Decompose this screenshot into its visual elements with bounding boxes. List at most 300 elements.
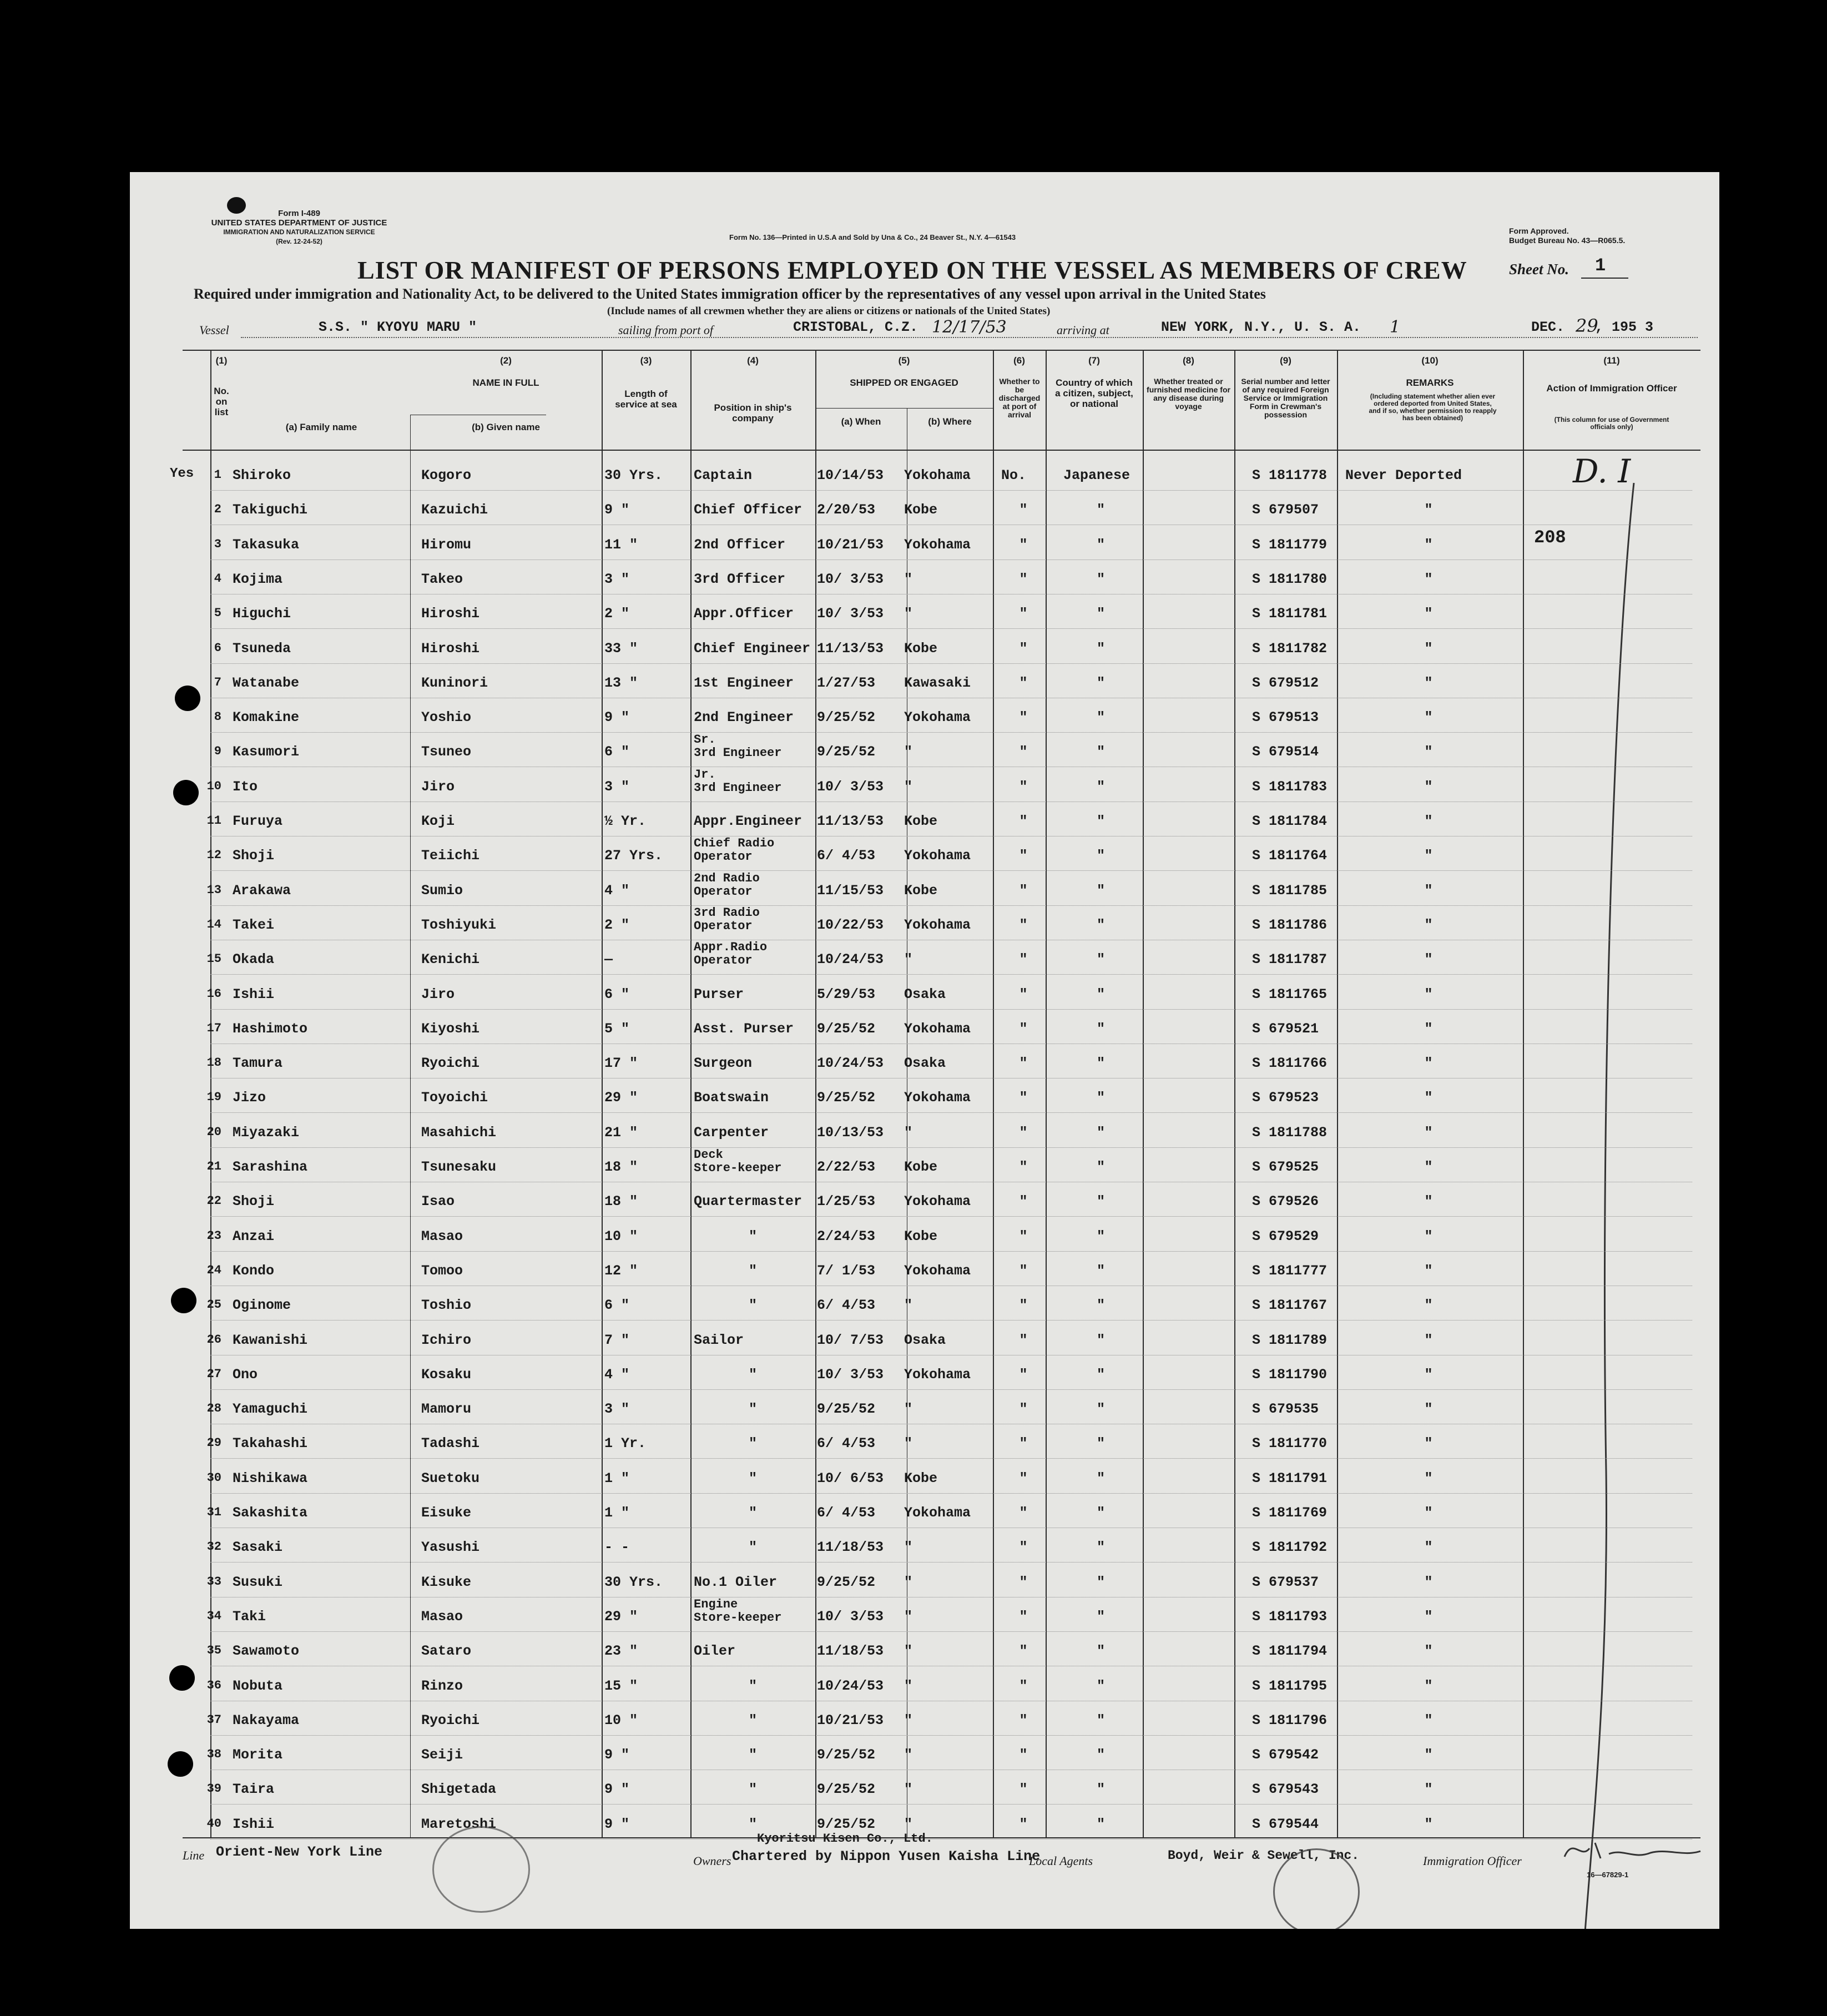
service-length: - - bbox=[604, 1539, 630, 1556]
given-name: Shigetada bbox=[421, 1781, 497, 1798]
colhead-no: No. on list bbox=[214, 386, 229, 417]
shipped-when: 2/24/53 bbox=[817, 1228, 876, 1244]
shipped-when: 9/25/52 bbox=[817, 1020, 876, 1037]
remarks: " bbox=[1424, 709, 1433, 726]
crew-row bbox=[130, 1357, 1719, 1392]
position-line-2: 3rd Engineer bbox=[694, 780, 782, 795]
row-rule bbox=[210, 1528, 1692, 1529]
shipped-when: 11/15/53 bbox=[817, 882, 884, 899]
row-number: 19 bbox=[206, 1090, 221, 1105]
row-number: 20 bbox=[206, 1125, 221, 1139]
remarks: " bbox=[1424, 1677, 1433, 1694]
row-number: 13 bbox=[206, 883, 221, 897]
given-name: Yoshio bbox=[421, 709, 472, 726]
remarks: " bbox=[1424, 882, 1433, 899]
shipped-where: " bbox=[904, 1574, 913, 1590]
remarks: " bbox=[1424, 1470, 1433, 1486]
shipped-when: 10/ 3/53 bbox=[817, 778, 884, 795]
row-rule bbox=[210, 836, 1692, 837]
country: " bbox=[1096, 1816, 1105, 1832]
row-rule bbox=[210, 1458, 1692, 1459]
country: " bbox=[1096, 606, 1105, 622]
shipped-where: " bbox=[904, 1539, 913, 1556]
position-line-2: Operator bbox=[694, 954, 753, 968]
shipped-where: Yokohama bbox=[904, 536, 971, 553]
position-line-2: 3rd Engineer bbox=[694, 746, 782, 760]
family-name: Higuchi bbox=[233, 606, 291, 622]
family-name: Shoji bbox=[233, 1193, 275, 1210]
given-name: Jiro bbox=[421, 986, 455, 1002]
position: " bbox=[748, 1262, 757, 1279]
serial-number: S 1811780 bbox=[1252, 571, 1328, 587]
shipped-when: 9/25/52 bbox=[817, 1574, 876, 1590]
shipped-where: Kobe bbox=[904, 1228, 938, 1244]
serial-number: S 1811784 bbox=[1252, 813, 1328, 829]
row-rule bbox=[210, 594, 1692, 595]
punch-hole bbox=[171, 1288, 196, 1313]
shipped-when: 10/ 3/53 bbox=[817, 1608, 884, 1625]
row-number: 11 bbox=[206, 814, 221, 828]
serial-number: S 679535 bbox=[1252, 1401, 1319, 1418]
remarks: " bbox=[1424, 640, 1433, 657]
arriving-label: arriving at bbox=[1057, 323, 1109, 337]
discharge: " bbox=[1019, 1332, 1028, 1348]
crew-row bbox=[130, 492, 1719, 527]
row-number: 38 bbox=[206, 1747, 221, 1762]
service-length: 17 " bbox=[604, 1055, 638, 1072]
position: " bbox=[748, 1747, 757, 1763]
remarks: " bbox=[1424, 1090, 1433, 1106]
discharge: " bbox=[1019, 1159, 1028, 1175]
row-rule bbox=[210, 1424, 1692, 1425]
serial-number: S 679521 bbox=[1252, 1020, 1319, 1037]
colhead-family: (a) Family name bbox=[285, 422, 357, 432]
vessel-name: S.S. " KYOYU MARU " bbox=[319, 319, 477, 335]
colnum-11: (11) bbox=[1603, 355, 1620, 366]
shipped-subhead-rule bbox=[815, 408, 993, 409]
shipped-where: " bbox=[904, 1643, 913, 1660]
country: " bbox=[1096, 1228, 1105, 1244]
owner-2: Chartered by Nippon Yusen Kaisha Line bbox=[732, 1848, 1041, 1864]
arrival-year-prefix: , 195 bbox=[1595, 319, 1637, 335]
remarks: " bbox=[1424, 1228, 1433, 1244]
service-length: 33 " bbox=[604, 640, 638, 657]
row-rule bbox=[210, 1562, 1692, 1563]
given-name: Ichiro bbox=[421, 1332, 472, 1348]
shipped-where: Yokohama bbox=[904, 848, 971, 864]
colhead-where: (b) Where bbox=[928, 416, 972, 427]
position-line-1: Engine bbox=[694, 1597, 738, 1611]
serial-number: S 679529 bbox=[1252, 1228, 1319, 1244]
service-length: 9 " bbox=[604, 1781, 630, 1798]
row-rule bbox=[210, 1112, 1692, 1113]
footer-code: 16—67829-1 bbox=[1587, 1871, 1629, 1879]
remarks: " bbox=[1424, 778, 1433, 795]
row-rule bbox=[210, 1216, 1692, 1217]
shipped-when: 6/ 4/53 bbox=[817, 1505, 876, 1521]
discharge: " bbox=[1019, 571, 1028, 587]
shipped-where: " bbox=[904, 1816, 913, 1832]
sheet-underline bbox=[1581, 278, 1628, 279]
ink-blot bbox=[227, 197, 246, 214]
given-name: Ryoichi bbox=[421, 1712, 480, 1728]
remarks: " bbox=[1424, 606, 1433, 622]
colhead-position: Position in ship's company bbox=[714, 402, 792, 424]
position: Captain bbox=[694, 467, 753, 483]
row-rule bbox=[210, 525, 1692, 526]
discharge: " bbox=[1019, 1193, 1028, 1210]
country: " bbox=[1096, 1124, 1105, 1141]
remarks: " bbox=[1424, 1816, 1433, 1832]
crew-row bbox=[130, 562, 1719, 596]
remarks: " bbox=[1424, 1124, 1433, 1141]
row-number: 36 bbox=[206, 1678, 221, 1692]
manifest-sheet bbox=[130, 172, 1719, 1929]
country: " bbox=[1096, 709, 1105, 726]
position-line-1: Deck bbox=[694, 1148, 723, 1162]
manifest-title: LIST OR MANIFEST OF PERSONS EMPLOYED ON THE VESSEL AS MEMBERS OF CREW bbox=[357, 256, 1467, 284]
country: " bbox=[1096, 882, 1105, 899]
country: " bbox=[1096, 674, 1105, 691]
row-rule bbox=[210, 628, 1692, 629]
crew-row bbox=[130, 1219, 1719, 1253]
row-number: 10 bbox=[206, 779, 221, 793]
crew-row bbox=[130, 1253, 1719, 1288]
serial-number: S 679537 bbox=[1252, 1574, 1319, 1590]
service-length: 6 " bbox=[604, 986, 630, 1002]
shipped-where: " bbox=[904, 1712, 913, 1728]
given-name: Kazuichi bbox=[421, 502, 488, 518]
department: UNITED STATES DEPARTMENT OF JUSTICE bbox=[211, 218, 387, 228]
shipped-when: 5/29/53 bbox=[817, 986, 876, 1002]
row-number: 15 bbox=[206, 952, 221, 966]
position-line-2: Operator bbox=[694, 919, 753, 933]
shipped-where: Yokohama bbox=[904, 1020, 971, 1037]
family-name: Oginome bbox=[233, 1297, 291, 1314]
given-name: Kogoro bbox=[421, 467, 472, 483]
crew-row bbox=[130, 1495, 1719, 1530]
colhead-remarks: REMARKS bbox=[1406, 377, 1454, 388]
crew-row bbox=[130, 700, 1719, 734]
family-name: Taira bbox=[233, 1781, 275, 1798]
agents-label: Local Agents bbox=[1029, 1854, 1093, 1868]
arrival-day: 29 bbox=[1576, 315, 1598, 336]
given-name: Kisuke bbox=[421, 1574, 472, 1590]
family-name: Tsuneda bbox=[233, 640, 291, 657]
remarks: " bbox=[1424, 1435, 1433, 1452]
position: 3rd Officer bbox=[694, 571, 786, 587]
service-length: 1 Yr. bbox=[604, 1435, 647, 1452]
service-length: 3 " bbox=[604, 1401, 630, 1418]
service-length: 13 " bbox=[604, 674, 638, 691]
remarks: " bbox=[1424, 1539, 1433, 1556]
row-number: 14 bbox=[206, 917, 221, 931]
discharge: " bbox=[1019, 848, 1028, 864]
remarks: " bbox=[1424, 1574, 1433, 1590]
shipped-when: 10/21/53 bbox=[817, 1712, 884, 1728]
given-name: Kenichi bbox=[421, 951, 480, 968]
given-name: Ryoichi bbox=[421, 1055, 480, 1072]
shipped-when: 10/24/53 bbox=[817, 1055, 884, 1072]
remarks: " bbox=[1424, 1297, 1433, 1314]
port-from: CRISTOBAL, C.Z. bbox=[793, 319, 918, 335]
serial-number: S 1811793 bbox=[1252, 1608, 1328, 1625]
discharge: " bbox=[1019, 674, 1028, 691]
shipped-when: 9/25/52 bbox=[817, 1747, 876, 1763]
crew-row bbox=[130, 873, 1719, 908]
shipped-where: Yokohama bbox=[904, 1262, 971, 1279]
remarks: " bbox=[1424, 813, 1433, 829]
shipped-where: Kobe bbox=[904, 1159, 938, 1175]
shipped-where: " bbox=[904, 778, 913, 795]
family-name: Takahashi bbox=[233, 1435, 308, 1452]
crew-row bbox=[130, 1184, 1719, 1218]
form-approval bbox=[1509, 226, 1625, 245]
service-length: 29 " bbox=[604, 1090, 638, 1106]
colhead-service: Length of service at sea bbox=[615, 389, 677, 410]
shipped-when: 10/ 6/53 bbox=[817, 1470, 884, 1486]
shipped-when: 7/ 1/53 bbox=[817, 1262, 876, 1279]
row-number: 1 bbox=[214, 468, 221, 482]
row-number: 22 bbox=[206, 1194, 221, 1208]
serial-number: S 1811786 bbox=[1252, 916, 1328, 933]
crew-row bbox=[130, 1150, 1719, 1184]
position: " bbox=[748, 1712, 757, 1728]
colnum-4: (4) bbox=[747, 355, 759, 366]
row-rule bbox=[210, 560, 1692, 561]
row-number: 37 bbox=[206, 1712, 221, 1727]
shipped-when: 10/ 7/53 bbox=[817, 1332, 884, 1348]
serial-number: S 679514 bbox=[1252, 744, 1319, 760]
row-number: 31 bbox=[206, 1505, 221, 1519]
service-length: 2 " bbox=[604, 916, 630, 933]
crew-row bbox=[130, 1703, 1719, 1737]
country: Japanese bbox=[1063, 467, 1130, 483]
service-length: 4 " bbox=[604, 1366, 630, 1383]
country: " bbox=[1096, 1574, 1105, 1590]
serial-number: S 1811779 bbox=[1252, 536, 1328, 553]
colnum-8: (8) bbox=[1183, 355, 1194, 366]
given-name: Hiroshi bbox=[421, 606, 480, 622]
country: " bbox=[1096, 916, 1105, 933]
shipped-where: " bbox=[904, 744, 913, 760]
position-line-2: Operator bbox=[694, 884, 753, 899]
row-rule bbox=[210, 974, 1692, 975]
crew-row bbox=[130, 458, 1719, 492]
serial-number: S 679542 bbox=[1252, 1747, 1319, 1763]
row-number: 24 bbox=[206, 1263, 221, 1277]
crew-row bbox=[130, 734, 1719, 769]
shipped-where: Yokohama bbox=[904, 1090, 971, 1106]
serial-number: S 679543 bbox=[1252, 1781, 1319, 1798]
remarks: " bbox=[1424, 1159, 1433, 1175]
given-name: Hiroshi bbox=[421, 640, 480, 657]
service-length: 4 " bbox=[604, 882, 630, 899]
service-length: 3 " bbox=[604, 778, 630, 795]
crew-row bbox=[130, 838, 1719, 873]
discharge: " bbox=[1019, 1643, 1028, 1660]
position-line-1: Sr. bbox=[694, 733, 716, 747]
sheet-number: 1 bbox=[1595, 255, 1606, 276]
given-name: Teiichi bbox=[421, 848, 480, 864]
remarks: " bbox=[1424, 1747, 1433, 1763]
sheet-label: Sheet No. bbox=[1509, 261, 1569, 278]
form-header-left bbox=[183, 209, 416, 246]
service-length: ½ Yr. bbox=[604, 813, 647, 829]
discharge: " bbox=[1019, 1505, 1028, 1521]
colhead-discharge: Whether to be discharged at port of arrival bbox=[998, 377, 1041, 419]
given-name: Toyoichi bbox=[421, 1090, 488, 1106]
position-line-1: Chief Radio bbox=[694, 836, 775, 851]
shipped-when: 11/13/53 bbox=[817, 640, 884, 657]
remarks: " bbox=[1424, 1020, 1433, 1037]
position: " bbox=[748, 1366, 757, 1383]
position: Boatswain bbox=[694, 1090, 769, 1106]
shipped-when: 10/24/53 bbox=[817, 1677, 884, 1694]
shipped-when: 11/18/53 bbox=[817, 1539, 884, 1556]
crew-row bbox=[130, 804, 1719, 838]
row-number: 2 bbox=[214, 502, 221, 517]
crew-row bbox=[130, 1599, 1719, 1634]
action-number: 208 bbox=[1534, 527, 1566, 548]
service-length: 30 Yrs. bbox=[604, 467, 663, 483]
family-name: Kondo bbox=[233, 1262, 275, 1279]
shipped-when: 11/13/53 bbox=[817, 813, 884, 829]
crew-row bbox=[130, 769, 1719, 804]
country: " bbox=[1096, 1366, 1105, 1383]
colnum-6: (6) bbox=[1013, 355, 1025, 366]
discharge: " bbox=[1019, 606, 1028, 622]
service-length: 3 " bbox=[604, 571, 630, 587]
position: Appr.Officer bbox=[694, 606, 794, 622]
country: " bbox=[1096, 1747, 1105, 1763]
discharge: " bbox=[1019, 1020, 1028, 1037]
row-rule bbox=[210, 663, 1692, 664]
serial-number: S 1811764 bbox=[1252, 848, 1328, 864]
tick-mark: 1 bbox=[1390, 317, 1401, 337]
crew-row bbox=[130, 1323, 1719, 1357]
port-stamp-left bbox=[432, 1826, 530, 1913]
serial-number: S 1811794 bbox=[1252, 1643, 1328, 1660]
row-number: 17 bbox=[206, 1021, 221, 1035]
discharge: " bbox=[1019, 1435, 1028, 1452]
colnum-10: (10) bbox=[1421, 355, 1439, 366]
service-length: 7 " bbox=[604, 1332, 630, 1348]
row-number: 4 bbox=[214, 571, 221, 586]
position: " bbox=[748, 1505, 757, 1521]
discharge: " bbox=[1019, 1712, 1028, 1728]
row-number: 16 bbox=[206, 986, 221, 1001]
crew-row bbox=[130, 1046, 1719, 1080]
shipped-when: 1/27/53 bbox=[817, 674, 876, 691]
service-length: 6 " bbox=[604, 1297, 630, 1314]
remarks: " bbox=[1424, 1262, 1433, 1279]
serial-number: S 679523 bbox=[1252, 1090, 1319, 1106]
discharge: " bbox=[1019, 502, 1028, 518]
position: " bbox=[748, 1539, 757, 1556]
serial-number: S 1811791 bbox=[1252, 1470, 1328, 1486]
remarks: " bbox=[1424, 1712, 1433, 1728]
vessel-label: Vessel bbox=[199, 323, 229, 337]
shipped-when: 9/25/52 bbox=[817, 1090, 876, 1106]
given-name: Kosaku bbox=[421, 1366, 472, 1383]
given-name: Tsunesaku bbox=[421, 1159, 497, 1175]
country: " bbox=[1096, 1090, 1105, 1106]
shipped-where: Yokohama bbox=[904, 709, 971, 726]
crew-row bbox=[130, 1772, 1719, 1806]
given-name: Maretoshi bbox=[421, 1816, 497, 1832]
discharge: " bbox=[1019, 709, 1028, 726]
crew-row bbox=[130, 1565, 1719, 1599]
shipped-when: 1/25/53 bbox=[817, 1193, 876, 1210]
discharge: " bbox=[1019, 778, 1028, 795]
row-number: 33 bbox=[206, 1574, 221, 1589]
punch-hole bbox=[168, 1751, 193, 1777]
shipped-when: 9/25/52 bbox=[817, 709, 876, 726]
manifest-subtitle: Required under immigration and Nationality Act, to be delivered to the United States immigration officer by the representatives of any vessel upon arrival in the United States bbox=[194, 286, 1266, 302]
country: " bbox=[1096, 1159, 1105, 1175]
position: Purser bbox=[694, 986, 744, 1002]
shipped-where: " bbox=[904, 1677, 913, 1694]
row-rule bbox=[210, 1389, 1692, 1390]
given-name: Kiyoshi bbox=[421, 1020, 480, 1037]
shipped-where: Osaka bbox=[904, 1055, 946, 1072]
remarks: " bbox=[1424, 1401, 1433, 1418]
serial-number: S 1811790 bbox=[1252, 1366, 1328, 1383]
given-name: Masao bbox=[421, 1228, 463, 1244]
remarks: " bbox=[1424, 1332, 1433, 1348]
shipped-when: 11/18/53 bbox=[817, 1643, 884, 1660]
service-length: 18 " bbox=[604, 1159, 638, 1175]
row-number: 18 bbox=[206, 1056, 221, 1070]
family-name: Miyazaki bbox=[233, 1124, 300, 1141]
position: Asst. Purser bbox=[694, 1020, 794, 1037]
discharge: " bbox=[1019, 882, 1028, 899]
position: " bbox=[748, 1435, 757, 1452]
row-number: 12 bbox=[206, 848, 221, 863]
family-name: Yamaguchi bbox=[233, 1401, 308, 1418]
colnum-3: (3) bbox=[640, 355, 652, 366]
country: " bbox=[1096, 1297, 1105, 1314]
row-number: 25 bbox=[206, 1298, 221, 1312]
serial-number: S 1811778 bbox=[1252, 467, 1328, 483]
row-rule bbox=[210, 1701, 1692, 1702]
row-rule bbox=[210, 1286, 1692, 1287]
colnum-5: (5) bbox=[898, 355, 910, 366]
row-number: 34 bbox=[206, 1609, 221, 1623]
port-stamp-right bbox=[1273, 1848, 1360, 1929]
colnum-9: (9) bbox=[1280, 355, 1291, 366]
given-name: Mamoru bbox=[421, 1401, 472, 1418]
family-name: Takasuka bbox=[233, 536, 300, 553]
position: No.1 Oiler bbox=[694, 1574, 778, 1590]
line-label: Line bbox=[183, 1848, 205, 1862]
service-length: 27 Yrs. bbox=[604, 848, 663, 864]
shipped-where: Osaka bbox=[904, 986, 946, 1002]
row-rule bbox=[210, 940, 1692, 941]
family-name: Hashimoto bbox=[233, 1020, 308, 1037]
shipped-when: 6/ 4/53 bbox=[817, 1435, 876, 1452]
shipped-when: 10/ 3/53 bbox=[817, 571, 884, 587]
serial-number: S 1811782 bbox=[1252, 640, 1328, 657]
service-length: 30 Yrs. bbox=[604, 1574, 663, 1590]
remarks: " bbox=[1424, 744, 1433, 760]
discharge: " bbox=[1019, 1747, 1028, 1763]
shipped-when: 10/24/53 bbox=[817, 951, 884, 968]
shipped-when: 9/25/52 bbox=[817, 1781, 876, 1798]
position-line-2: Operator bbox=[694, 850, 753, 864]
shipped-where: " bbox=[904, 1297, 913, 1314]
